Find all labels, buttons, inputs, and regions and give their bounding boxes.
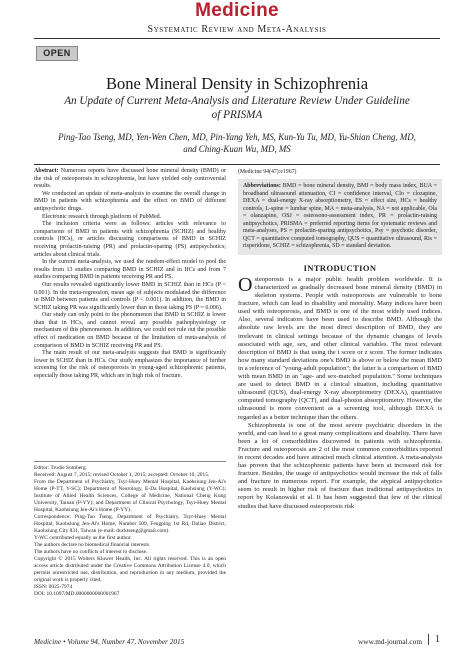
masthead (0, 0, 474, 40)
abstract-label: Abstract: (34, 168, 59, 174)
abstract-para-5: In the current meta-analysis, we used the random-effect model to pool the results from 13 studies comparing BMD in SCHIZ and in HCs and from 7 studies comparing BMD in patients receiving PR and PS. (34, 259, 226, 281)
drop-cap: O (238, 273, 253, 296)
intro-para-2: Schizophrenia is one of the most severe psychiatric disorders in the world, and can lead to a great many complications and disability. There have been a lot of comorbidities discovered in patients with schizophrenia. Fracture and osteoporosis are 2 of the most common comorbidities reported in recent decades and have attracted much clinical attention. A meta-analysis has proven that the schizophrenic patients have been at increased risk for fracture. Besides, the usage of antipsychotics would increase the risk of falls and fracture in numerous report. For example, the atypical antipsychotics seem to result in higher risk of fracture than traditional antipsychotics in report by Kolanowski et al. It has been suggested that few of the clinical studies that have discussed osteoporosis risk (238, 421, 442, 510)
footnote-editor: Editor: Trudie Somberg. (34, 465, 87, 471)
right-column (238, 168, 442, 511)
abstract-rule (34, 164, 440, 165)
abstract-para-2: We conducted an update of meta-analysis to examine the overall change in BMD in patients with schizophrenia and the effect on BMD of different antipsychotic drugs. (34, 190, 226, 212)
open-access-badge: OPEN (36, 46, 78, 61)
footer-website: www.md-journal.com (358, 637, 422, 646)
footnote-issn: ISSN: 0025-7974 (34, 584, 73, 590)
footnote-divider (34, 461, 226, 462)
abstract-para-7: Our study can only point to the phenomenon that BMD in SCHIZ is lower than that in HCs, and cannot reveal any possible pathophysiology or mechanism of this phenomenon. In addition, we could not rule out the possible effect of medication on BMD because of the limitation of meta-analysis of comparison of BMD in SCHIZ receiving PR and PS. (34, 312, 226, 349)
header-rule (34, 38, 440, 39)
citation-line: (Medicine 94(47):e1967) (238, 169, 297, 175)
abstract-para-1 (34, 168, 226, 191)
introduction-heading: INTRODUCTION (303, 262, 377, 273)
page-number: 1 (428, 634, 440, 645)
abstract-para-3: Electronic research through platform of PubMed. (42, 213, 162, 220)
abbreviations-label: Abbreviations: (243, 183, 281, 189)
footnote-disclosure: The authors declare no biomedical financial interests. (34, 542, 151, 548)
footnote-affiliations: From the Department of Psychiatry, Tsyr-Huey Mental Hospital, Kaohsiung Jen-Ai's Home (P-TT, Y-SC); Department of Neurology, E-Da Hospital, Kaohsiung (Y-WC); Institute of Allied Health Sciences, College of Medicine, National Cheng Kung University, Tainan (P-YY); and Department of Clinical Psychology, Tsyr-Huey Mental Hospital, Kaohsiung Jen-Ai's Home (P-YY). (34, 479, 226, 513)
abstract (34, 168, 226, 381)
footnote-copyright: Copyright © 2015 Wolters Kluwer Health, Inc. All rights reserved. This is an open access article distributed under the Creative Commons Attribution License 4.0, which permits unrestricted use, distribution, and reproduction in any medium, provided the original work is properly cited. (34, 556, 226, 583)
abstract-para-8: The main result of our meta-analysis suggests that BMD is significantly lower in SCHIZ than in HCs. Our study emphasizes the importance of further screening for the risk of osteoporosis in young-aged schizophrenic patients, especially those taking PR, which are in high risk of fracture. (34, 350, 226, 380)
article-title: Bone Mineral Density in Schizophrenia (105, 74, 369, 93)
abstract-text-1: Numerous reports have discussed bone mineral density (BMD) or the risk of osteoporosis in schizophrenia, but have yielded only controversial results. (34, 168, 226, 190)
abbreviations-box (238, 179, 442, 255)
journal-logo: Medicine (195, 0, 279, 21)
footnote-coi: The authors have no conflicts of interest to disclose. (34, 549, 148, 555)
footnote-equal-contribution: Y-WC contributed equally as the first author. (34, 535, 132, 541)
footnote-received: Received: August 7, 2015; revised October 1, 2015; accepted: October 10, 2015. (34, 472, 210, 478)
abstract-para-4: The inclusion criteria were as follows: articles with relevance to comparisons of BMD in patients with schizophrenia (SCHIZ) and healthy controls (HCs), or articles discussing comparisons of BMD in SCHIZ receiving prolactin-raising (PR) and prolactin-sparing (PS) antipsychotics; articles about clinical trials. (34, 221, 226, 258)
author-list: Ping-Tao Tseng, MD, Yen-Wen Chen, MD, Pin-Yang Yeh, MS, Kun-Yu Tu, MD, Yu-Shian Cheng, MD, and Ching-Kuan Wu, MD, MS (58, 132, 416, 154)
page-footer (34, 634, 440, 650)
footer-journal-info: Medicine • Volume 94, Number 47, November 2015 (34, 637, 185, 646)
abstract-para-6: Our results revealed significantly lower BMD in SCHIZ than in HCs (P < 0.001). In the meta-regression, mean age of subjects modulated the difference in BMD between patients and controls (P < 0.001). In addition, the BMD in SCHIZ taking PR was significantly lower than in those taking PS (P = 0.006). (34, 281, 226, 311)
footnote-correspondence: Correspondence: Ping-Tao Tseng, Department of Psychiatry, Tsyr-Huey Mental Hospital, Kaohsiung Jen-Ai's Home, Number 509, Fengping 1st Rd, Daliao District, Kaohsiung City 831, Taiwan (e-mail: ducktseng@gmail.com). (34, 514, 226, 534)
article-subtitle: An Update of Current Meta-Analysis and Literature Review Under Guideline of PRISMA (64, 95, 410, 121)
intro-para-1 (238, 273, 442, 422)
introduction-body (238, 273, 442, 511)
intro-text-1: steoporosis is a major public health problem worldwide. It is characterized as gradually decreased bone mineral density (BMD) in skeleton systems. People with osteoporosis are vulnerable to bone fracture, which can lead to disability and mortality. Many indices have been used with osteoporosis, and BMD is one of the most widely used indices. Also, several indicators have been used to describe BMD. Although the absolute raw levels are the most direct description of BMD, they are irrelevant in clinical settings because of the dynamic changes of levels associated with age, sex, and other clinical variables. The most relevant description of BMD is that using the t score or z score. The former indicates how many standard deviations one's BMD is above or below the mean BMD in a reference of "young-adult population"; the latter is a comparison of BMD with mean BMD in an "age- and sex-matched population." Some techniques are used to detect BMD in a clinical situation, including quantitative ultrasound (QUS), dual-energy X-ray absorptiometry (DEXA), quantitative computed tomography (QCT), and dual-photon absorptiometry. However, the ultrasound is more convenient as a screening tool, although DEXA is regarded as a better technique than the others. (238, 275, 442, 421)
abbreviations-text: BMD = bone mineral density, BMI = body mass index, BUA = broadband ultrasound attenuation, CI = confidence interval, Clo = clozapine, DEXA = dual-energy X-ray absorptiometry, ES = effect size, HCs = healthy controls, L-spine = lumbar spine, MA = meta-analysis, NA = not applicable, Ola = olanzapine, OSJ = osteosono-assessment index, PR = prolactin-raising antipsychotics, PRISMA = preferred reporting items for systematic reviews and meta-analyses, PS = prolactin-sparing antipsychotics, Psy = psychotic disorder, QCT = quantitative computed tomography, QUS = quantitative ultrasound, Ris = risperidone, SCHIZ = schizophrenia, SD = standard deviation. (243, 183, 437, 250)
footnotes (34, 465, 226, 598)
section-heading: Systematic Review and Meta-Analysis (147, 24, 327, 35)
footnote-doi: DOI: 10.1097/MD.0000000000001967 (34, 591, 120, 597)
